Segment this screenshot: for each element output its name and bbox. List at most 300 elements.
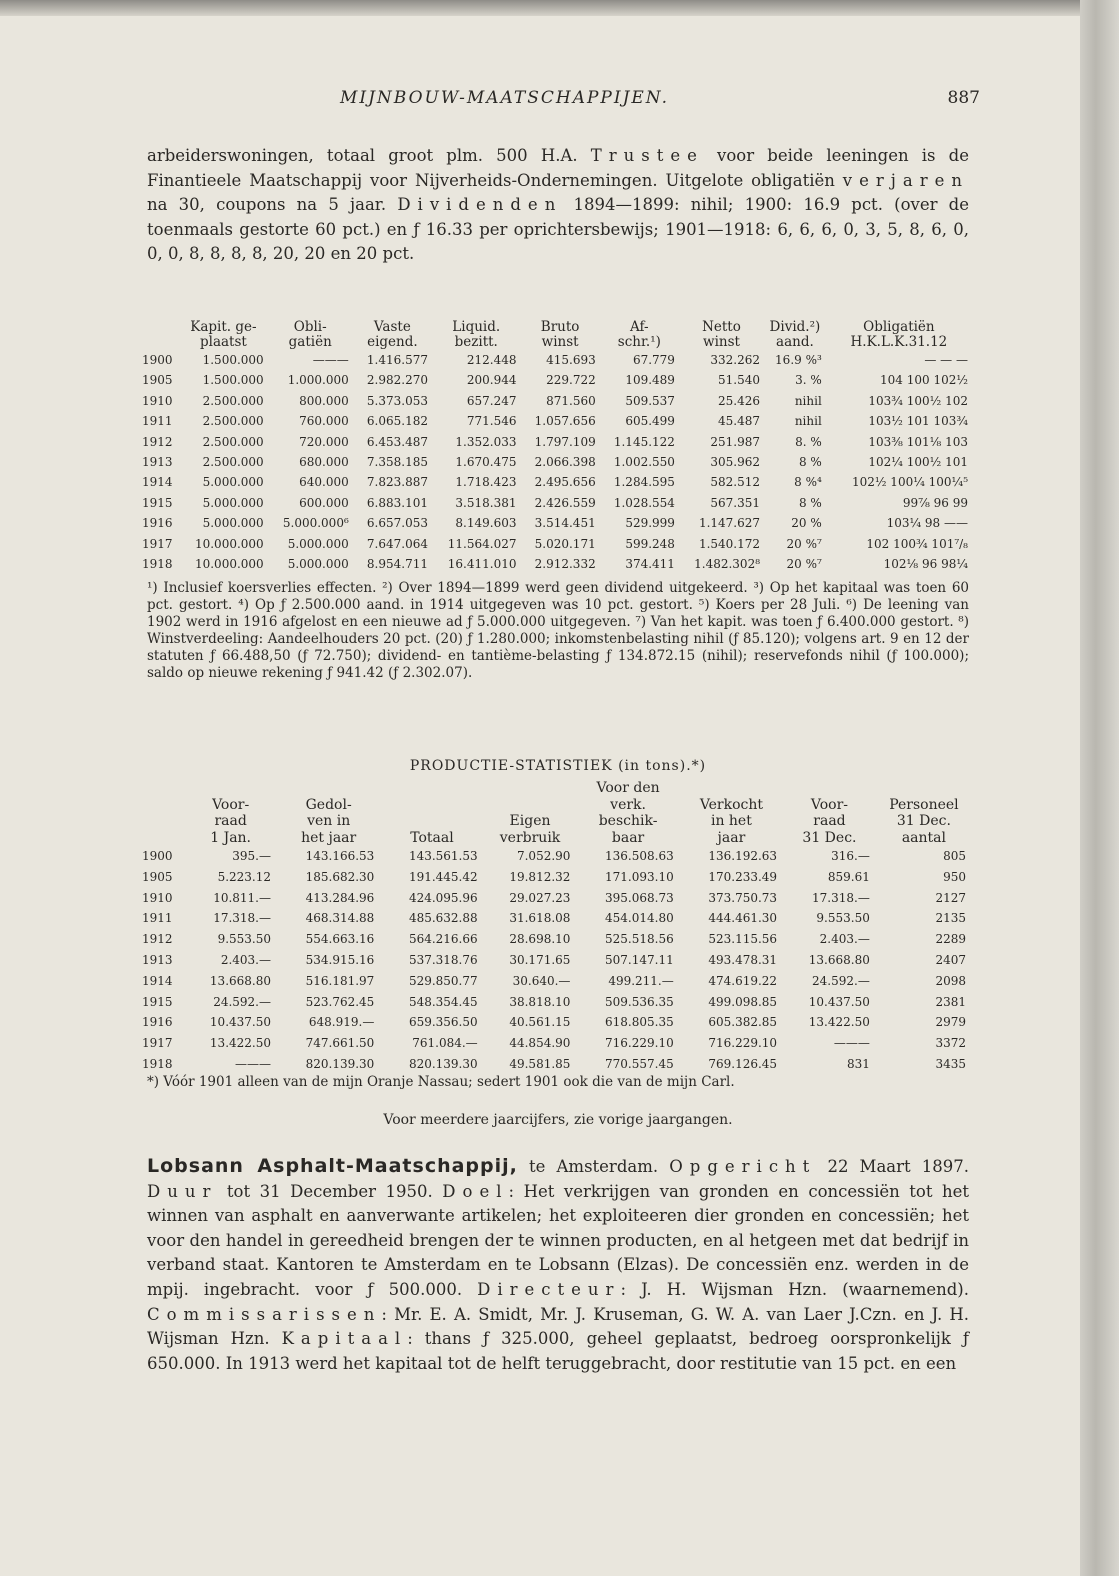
year-cell: 1914 [142, 973, 173, 988]
table-cell: 7.052.90 [516, 849, 571, 863]
table-cell: 831 [846, 1056, 870, 1071]
table-cell: 548.354.45 [408, 994, 478, 1009]
table-cell: 38.818.10 [509, 994, 571, 1009]
table-row [142, 370, 972, 390]
company-paragraph [147, 1154, 969, 1376]
table-cell: 45.487 [718, 414, 761, 429]
table-cell: 5.000.000 [287, 557, 349, 572]
year-cell: 1900 [142, 849, 173, 863]
table-cell: nihil [794, 393, 822, 408]
column-header [142, 797, 184, 814]
column-header: Bruto [540, 319, 580, 335]
table-cell: 680.000 [299, 455, 349, 470]
table-cell: 770.557.45 [605, 1056, 674, 1071]
table-cell: 2.912.332 [534, 557, 596, 572]
table-cell: 51.540 [718, 373, 761, 388]
column-header [484, 780, 577, 797]
table-cell: 2127 [935, 890, 966, 905]
table-cell: 859.61 [827, 869, 870, 884]
table-cell: 516.181.97 [305, 973, 375, 988]
year-cell: 1918 [142, 557, 173, 572]
table-cell: 564.216.66 [408, 932, 478, 947]
company-text-2: 22 Maart 1897. [816, 1157, 969, 1176]
table-cell: 2407 [935, 952, 966, 967]
column-header [380, 797, 483, 814]
table-row [142, 888, 972, 909]
table-cell: 102 100¾ 101⁷/₈ [866, 536, 968, 551]
table-row [142, 1054, 972, 1075]
table-cell: 600.000 [299, 495, 349, 510]
intro-text-3: na 30, coupons na 5 jaar. [147, 195, 398, 214]
table-cell: 7.358.185 [366, 455, 428, 470]
header-row [142, 830, 972, 847]
intro-text-1: arbeiderswoningen, totaal groot plm. 500 H.A. [147, 146, 591, 165]
table-cell: 2.982.270 [366, 373, 428, 388]
column-header: 31 Dec. [802, 829, 857, 846]
table-cell: 3372 [935, 1036, 966, 1051]
table-cell: 8 % [798, 495, 822, 510]
column-header [142, 780, 184, 797]
table-cell: 40.561.15 [509, 1015, 571, 1030]
company-directeur: Directeur [477, 1279, 621, 1299]
intro-text-2: voor beide leeningen is de Finantieele Maatschappij voor Nijverheids-Ondernemingen. Uitgelote obligatiën [147, 146, 969, 190]
table-cell: 19.812.32 [509, 869, 571, 884]
table-cell: 29.027.23 [509, 890, 571, 905]
column-header [277, 780, 380, 797]
table-cell: 2.500.000 [202, 414, 264, 429]
table-cell: 7.647.064 [366, 536, 428, 551]
table-cell: 605.499 [625, 414, 675, 429]
table-cell: 618.805.35 [605, 1015, 674, 1030]
year-cell: 1916 [142, 516, 173, 531]
year-cell: 1911 [142, 911, 173, 926]
table-row [142, 1012, 972, 1033]
column-header: Obligatiën [863, 319, 935, 335]
table-row [142, 452, 972, 472]
header-row [142, 320, 972, 335]
column-header: Netto [702, 319, 741, 335]
table-cell: 1.670.475 [455, 455, 517, 470]
column-header: Kapit. ge- [190, 319, 257, 335]
running-title: MIJNBOUW-MAATSCHAPPIJEN. [340, 88, 669, 108]
table-cell: 8 %⁴ [794, 475, 822, 490]
company-text-7: : thans ƒ 325.000, geheel geplaatst, bedroeg oorspronkelijk ƒ 650.000. In 1913 werd het kapitaal tot de helft teruggebracht, door restitutie van 15 pct. en een [147, 1329, 969, 1373]
table-cell: 720.000 [299, 434, 349, 449]
table-cell: 8.149.603 [455, 516, 517, 531]
table-cell: 20 %⁷ [786, 536, 822, 551]
table-cell: 17.318.— [213, 911, 271, 926]
table-cell: 2289 [935, 932, 966, 947]
table-cell: 800.000 [299, 393, 349, 408]
table-row [142, 534, 972, 554]
table-cell: 20 % [791, 516, 822, 531]
table-cell: 657.247 [466, 393, 517, 408]
table-row [142, 554, 972, 574]
table-cell: 2135 [935, 911, 966, 926]
page-binding-edge [1080, 0, 1119, 1576]
table-cell: 5.000.000⁶ [282, 516, 349, 531]
table-cell: 44.854.90 [509, 1036, 571, 1051]
company-text-3: tot 31 December 1950. [217, 1181, 443, 1201]
production-title: PRODUCTIE-STATISTIEK (in tons).*) [409, 758, 707, 774]
column-header [142, 320, 179, 335]
year-cell: 1916 [142, 1015, 173, 1030]
column-header: in het [710, 813, 752, 829]
table-cell: 5.000.000 [287, 536, 349, 551]
table-cell: 1.147.627 [698, 516, 761, 531]
table-row [142, 432, 972, 452]
table-cell: 1.057.656 [534, 414, 596, 429]
column-header: 31 Dec. [896, 813, 951, 829]
year-cell: 1912 [142, 932, 173, 947]
table-cell: 871.560 [546, 393, 596, 408]
year-cell: 1917 [142, 536, 173, 551]
page-top-edge [0, 0, 1080, 16]
table-cell: 2.500.000 [202, 434, 264, 449]
table-cell: 13.422.50 [808, 1015, 870, 1030]
running-header [130, 88, 980, 114]
table-cell: 109.489 [625, 373, 675, 388]
column-header: H.K.L.K.31.12 [850, 334, 948, 350]
table-cell: 509.536.35 [605, 994, 674, 1009]
table-cell: 507.147.11 [605, 952, 674, 967]
table-cell: ——— [312, 353, 349, 367]
table-cell: 499.211.— [608, 973, 674, 988]
column-header: plaatst [200, 334, 247, 350]
table-cell: 6.657.053 [366, 516, 428, 531]
table-cell: 49.581.85 [509, 1056, 571, 1071]
column-header: jaar [717, 829, 746, 846]
column-header: eigend. [367, 334, 418, 350]
column-header: 1 Jan. [210, 829, 252, 846]
table-cell: 599.248 [625, 536, 675, 551]
column-header [380, 813, 483, 830]
table-row [142, 493, 972, 513]
column-header: Voor- [810, 796, 849, 813]
table-cell: 11.564.027 [447, 536, 517, 551]
column-header: het jaar [301, 829, 357, 846]
column-header: gatiën [288, 334, 332, 350]
table-cell: 143.166.53 [305, 849, 375, 863]
table-cell: 1.540.172 [698, 536, 761, 551]
table-row [142, 1033, 972, 1054]
table-cell: 374.411 [625, 557, 675, 572]
column-header: Divid.²) [769, 319, 821, 335]
table-cell: 212.448 [466, 353, 517, 367]
column-header: verk. [610, 796, 646, 813]
table-cell: 170.233.49 [708, 869, 778, 884]
table-cell: 2.066.398 [534, 455, 596, 470]
table-cell: 24.592.— [812, 973, 870, 988]
column-header: winst [541, 334, 579, 350]
table-cell: 373.750.73 [708, 890, 778, 905]
table-cell: 1.028.554 [613, 495, 675, 510]
table-row [142, 908, 972, 929]
table-cell: 104 100 102½ [880, 373, 968, 388]
column-header [184, 780, 277, 797]
table-cell: 136.192.63 [708, 849, 778, 863]
header-row [142, 813, 972, 830]
table-cell: 1.482.302⁸ [694, 557, 761, 572]
table-row [142, 929, 972, 950]
table-cell: 136.508.63 [605, 849, 674, 863]
table-cell: 143.561.53 [408, 849, 478, 863]
column-header: baar [611, 829, 645, 846]
table-cell: 454.014.80 [605, 911, 674, 926]
table-cell: 171.093.10 [605, 869, 674, 884]
table-cell: 6.453.487 [366, 434, 428, 449]
table-cell: 2381 [935, 994, 966, 1009]
company-opgericht: Opgericht [669, 1157, 817, 1176]
column-header [876, 780, 972, 797]
column-header: Obli- [293, 319, 327, 335]
table-cell: nihil [794, 414, 822, 429]
year-cell: 1917 [142, 1036, 173, 1051]
table-cell: 24.592.— [213, 994, 271, 1009]
intro-verjaren: verjaren [842, 170, 969, 190]
table-cell: 1.284.595 [613, 475, 675, 490]
table-cell: 523.115.56 [708, 932, 778, 947]
table-cell: 6.883.101 [366, 495, 428, 510]
table-cell: 30.171.65 [509, 952, 571, 967]
table-cell: 28.698.10 [509, 932, 571, 947]
table-cell: 16.9 %³ [775, 353, 822, 367]
table-cell: 529.999 [625, 516, 675, 531]
company-duur: Duur [147, 1181, 218, 1201]
table-cell: 1.002.550 [613, 455, 675, 470]
table-cell: 554.663.16 [305, 932, 375, 947]
table-cell: 5.223.12 [217, 869, 271, 884]
table-cell: 10.437.50 [808, 994, 870, 1009]
column-header: Totaal [410, 829, 454, 846]
table-cell: 1.500.000 [202, 373, 264, 388]
table-cell: 31.618.08 [509, 911, 571, 926]
table-cell: 747.661.50 [305, 1036, 375, 1051]
intro-dividenden: Dividenden [397, 195, 563, 214]
column-header: raad [813, 813, 846, 829]
table-row [142, 992, 972, 1013]
column-header [142, 830, 184, 847]
intro-trustee: Trustee [590, 146, 704, 165]
column-header [484, 797, 577, 814]
column-header: Eigen [509, 813, 551, 829]
table-cell: 413.284.96 [305, 890, 375, 905]
table-row [142, 472, 972, 492]
table-cell: 1.718.423 [455, 475, 517, 490]
table-cell: 716.229.10 [605, 1036, 674, 1051]
table-cell: 716.229.10 [708, 1036, 778, 1051]
header-row [142, 780, 972, 797]
company-text-1: te Amsterdam. [517, 1157, 670, 1176]
table-cell: 950 [943, 869, 966, 884]
table-cell: 5.020.171 [534, 536, 596, 551]
year-cell: 1910 [142, 393, 173, 408]
table-cell: 493.478.31 [708, 952, 778, 967]
table-cell: 2.403.— [819, 932, 870, 947]
table-cell: 424.095.96 [408, 890, 478, 905]
header-row [142, 335, 972, 350]
table-cell: 251.987 [710, 434, 761, 449]
year-cell: 1912 [142, 434, 173, 449]
table-cell: 582.512 [710, 475, 761, 490]
table-cell: 7.823.887 [366, 475, 428, 490]
table-cell: 200.944 [466, 373, 517, 388]
table-cell: 771.546 [466, 414, 517, 429]
column-header: beschik- [598, 813, 658, 829]
table-cell: 2.426.559 [534, 495, 596, 510]
table-cell: 13.668.80 [209, 973, 271, 988]
table-cell: 102⅛ 96 98¼ [883, 557, 968, 572]
table-cell: 6.065.182 [366, 414, 428, 429]
column-header: schr.¹) [617, 334, 661, 350]
see-also-note: Voor meerdere jaarcijfers, zie vorige jaargangen. [383, 1112, 733, 1128]
year-cell: 1913 [142, 952, 173, 967]
column-header: Af- [630, 319, 649, 335]
financial-footnotes: ¹) Inclusief koersverlies effecten. ²) Over 1894—1899 werd geen dividend uitgekeerd. ³) Op het kapitaal was toen 60 pct. gestort. ⁴) Op ƒ 2.500.000 aand. in 1914 uitgegeven was 10 pct. gestort. ⁵) Koers per 28 Juli. ⁶) De leening van 1902 werd in 1916 afgelost en een nieuwe ad ƒ 5.000.000 uitgegeven. ⁷) Van het kapit. was toen ƒ 6.400.000 gestort. ⁸) Winstverdeeling: Aandeelhouders 20 pct. (20) ƒ 1.280.000; inkomstenbelasting nihil (ƒ 85.120); volgens art. 9 en 12 der statuten ƒ 66.488,50 (ƒ 72.750); dividend- en tantième-belasting ƒ 134.872.15 (nihil); reservefonds nihil (ƒ 100.000); saldo op nieuwe rekening ƒ 941.42 (ƒ 2.302.07). [147, 580, 969, 681]
table-cell: 2979 [935, 1015, 966, 1030]
table-cell: 648.919.— [308, 1015, 375, 1030]
year-cell: 1911 [142, 414, 173, 429]
table-cell: 1.145.122 [613, 434, 675, 449]
year-cell: 1914 [142, 475, 173, 490]
table-row [142, 971, 972, 992]
table-cell: 9.553.50 [816, 911, 870, 926]
intro-text-4: 1894—1899: nihil; 1900: 16.9 pct. (over de toenmaals gestorte 60 pct.) en ƒ 16.33 per oprichtersbewijs; 1901—1918: 6, 6, 6, 0, 3, 5, 8, 6, 0, 0, 0, 8, 8, 8, 8, 20, 20 en 20 pct. [147, 195, 969, 263]
table-cell: 529.850.77 [408, 973, 478, 988]
table-cell: 10.000.000 [194, 557, 264, 572]
year-cell: 1915 [142, 495, 173, 510]
table-row [142, 411, 972, 431]
table-cell: 1.000.000 [287, 373, 349, 388]
column-header: Personeel [889, 796, 959, 813]
table-cell: 523.762.45 [305, 994, 375, 1009]
table-cell: 468.314.88 [305, 911, 375, 926]
table-cell: 395.068.73 [605, 890, 674, 905]
column-header [142, 335, 179, 350]
table-cell: 534.915.16 [305, 952, 375, 967]
table-cell: ——— [833, 1036, 870, 1051]
table-cell: 761.084.— [412, 1036, 478, 1051]
column-header: Gedol- [305, 796, 352, 813]
table-cell: 3. % [795, 373, 822, 388]
column-header: Vaste [373, 319, 411, 335]
table-cell: 1.797.109 [534, 434, 596, 449]
column-header [142, 813, 184, 830]
table-cell: 805 [943, 849, 966, 863]
column-header: ven in [307, 813, 351, 829]
table-cell: 3435 [935, 1056, 966, 1071]
table-cell: 316.— [831, 849, 870, 863]
table-cell: 8. % [795, 434, 822, 449]
column-header: Voor den [596, 780, 660, 796]
year-cell: 1910 [142, 890, 173, 905]
column-header: Voor- [212, 796, 250, 813]
table-cell: 1.416.577 [366, 353, 428, 367]
table-cell: 820.139.30 [305, 1056, 375, 1071]
table-row [142, 867, 972, 888]
table-cell: 10.437.50 [209, 1015, 271, 1030]
table-cell: 537.318.76 [408, 952, 478, 967]
table-cell: 760.000 [299, 414, 349, 429]
table-cell: 659.356.50 [408, 1015, 478, 1030]
table-cell: 185.682.30 [305, 869, 375, 884]
column-header [380, 780, 483, 797]
header-row [142, 797, 972, 814]
table-cell: 3.514.451 [534, 516, 596, 531]
column-header [680, 780, 783, 797]
column-header: raad [214, 813, 247, 829]
intro-paragraph [147, 144, 969, 267]
table-cell: 444.461.30 [708, 911, 778, 926]
company-kapitaal: Kapitaal [281, 1329, 408, 1349]
table-cell: 499.098.85 [708, 994, 778, 1009]
table-cell: 2.500.000 [202, 455, 264, 470]
table-cell: 67.779 [632, 353, 675, 367]
table-cell: 2.500.000 [202, 393, 264, 408]
table-cell: 820.139.30 [408, 1056, 478, 1071]
production-table [142, 780, 972, 1075]
table-cell: 1.500.000 [202, 353, 264, 367]
table-row [142, 350, 972, 370]
column-header: Liquid. [452, 319, 501, 335]
table-cell: 2.495.656 [534, 475, 596, 490]
table-cell: 769.126.45 [708, 1056, 778, 1071]
company-doel: Doel [442, 1181, 509, 1201]
table-cell: 485.632.88 [408, 911, 478, 926]
year-cell: 1913 [142, 455, 173, 470]
table-cell: 103¼ 98 —— [886, 516, 968, 531]
year-cell: 1918 [142, 1056, 173, 1071]
table-cell: 20 %⁷ [786, 557, 822, 572]
table-cell: 30.640.— [512, 973, 571, 988]
year-cell: 1905 [142, 373, 173, 388]
table-cell: 8 % [798, 455, 822, 470]
column-header: Verkocht [699, 796, 764, 813]
table-cell: 567.351 [710, 495, 761, 510]
column-header: verbruik [499, 829, 561, 846]
table-cell: 13.668.80 [808, 952, 870, 967]
company-commissarissen: Commissarissen [147, 1304, 382, 1324]
table-cell: 5.000.000 [202, 516, 264, 531]
table-cell: 525.518.56 [605, 932, 674, 947]
table-cell: 9.553.50 [217, 932, 271, 947]
table-cell: 5.373.053 [366, 393, 428, 408]
table-cell: 10.811.— [213, 890, 271, 905]
financial-table [142, 320, 972, 574]
table-cell: 8.954.711 [366, 557, 428, 572]
table-cell: 191.445.42 [408, 869, 478, 884]
table-row [142, 846, 972, 867]
table-cell: — — — [924, 353, 968, 367]
column-header: winst [703, 334, 740, 350]
table-cell: 13.422.50 [209, 1036, 271, 1051]
column-header [783, 780, 876, 797]
table-cell: 103¾ 100½ 102 [868, 393, 968, 408]
column-header: aantal [901, 829, 946, 846]
table-cell: 395.— [232, 849, 271, 863]
table-cell: 415.693 [546, 353, 596, 367]
table-cell: 102¼ 100½ 101 [868, 455, 968, 470]
production-footnote: *) Vóór 1901 alleen van de mijn Oranje Nassau; sedert 1901 ook die van de mijn Carl. [147, 1074, 735, 1090]
table-cell: 3.518.381 [455, 495, 517, 510]
page-number: 887 [947, 88, 980, 108]
year-cell: 1915 [142, 994, 173, 1009]
table-row [142, 950, 972, 971]
table-cell: 305.962 [710, 455, 761, 470]
table-cell: 2.403.— [220, 952, 271, 967]
table-cell: 10.000.000 [194, 536, 264, 551]
company-text-4: : Het verkrijgen van gronden en concessiën tot het winnen van asphalt en aanverwante artikelen; het exploiteeren dier gronden en concessiën; het voor den handel in gereedheid brengen der te winnen producten, en al hetgeen met dat bedrijf in verband staat. Kantoren te Amsterdam en te Lobsann (Elzas). De concessiën enz. werden in de mpij. ingebracht. voor ƒ 500.000. [147, 1181, 969, 1299]
